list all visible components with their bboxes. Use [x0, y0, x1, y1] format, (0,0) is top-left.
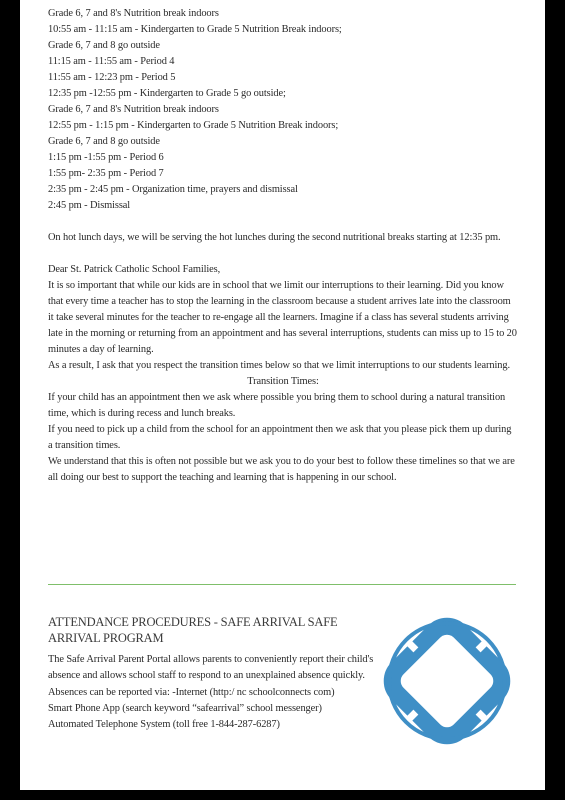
letter-paragraph: We understand that this is often not possible but we ask you to do your best to follow these timelines so that we are all doing our best to support the teaching and learning that is happening in our school.	[48, 456, 515, 483]
schedule-line: Grade 6, 7 and 8's Nutrition break indoors	[48, 104, 219, 115]
schedule-line: 11:55 am - 12:23 pm - Period 5	[48, 72, 176, 83]
schedule-line: Grade 6, 7 and 8 go outside	[48, 40, 160, 51]
letter-greeting: Dear St. Patrick Catholic School Families,	[48, 264, 221, 275]
schedule-line: Grade 6, 7 and 8 go outside	[48, 136, 160, 147]
schedule-line: 12:35 pm -12:55 pm - Kindergarten to Grade 5 go outside;	[48, 88, 286, 99]
schedule-line: 12:55 pm - 1:15 pm - Kindergarten to Grade 5 Nutrition Break indoors;	[48, 120, 339, 131]
attendance-title: ATTENDANCE PROCEDURES - SAFE ARRIVAL SAFE ARRIVAL PROGRAM	[48, 615, 338, 645]
schedule-line: Grade 6, 7 and 8's Nutrition break indoors	[48, 8, 219, 19]
safe-arrival-logo-graphic	[382, 616, 512, 746]
document-page	[20, 0, 545, 800]
left-edge	[0, 0, 20, 800]
attendance-body	[48, 652, 378, 733]
schedule-line: 10:55 am - 11:15 am - Kindergarten to Grade 5 Nutrition Break indoors;	[48, 24, 342, 35]
attendance-paragraph: Absences can be reported via: -Internet (http:/ nc schoolconnects com)	[48, 686, 335, 698]
attendance-paragraph: The Safe Arrival Parent Portal allows parents to conveniently report their child's absence and allows school staff to respond to an unexplained absence quickly.	[48, 654, 374, 682]
letter-paragraph: It is so important that while our kids are in school that we limit our interruptions to their learning. Did you know that every time a teacher has to stop the learning in the classroom because a student arrives late into the classroom it take several minutes for the teacher to re-engage all the learners. Imagine if a class has several students arriving late in the morning or returning from an appointment and has several interruptions, students can miss up to 15 to 20 minutes a day of learning.	[48, 280, 517, 355]
safe-arrival-logo-icon	[382, 616, 512, 746]
letter-paragraph: As a result, I ask that you respect the transition times below so that we limit interruptions to our students learning.	[48, 360, 510, 371]
right-edge	[545, 0, 565, 800]
schedule-list	[48, 6, 518, 214]
hot-lunch-note: On hot lunch days, we will be serving the hot lunches during the second nutritional breaks starting at 12:35 pm.	[48, 232, 501, 243]
schedule-line: 11:15 am - 11:55 am - Period 4	[48, 56, 175, 67]
principal-letter	[48, 262, 518, 486]
section-divider	[48, 584, 516, 585]
schedule-line: 1:55 pm- 2:35 pm - Period 7	[48, 168, 164, 179]
schedule-line: 2:45 pm - Dismissal	[48, 200, 131, 211]
attendance-paragraph: Smart Phone App (search keyword “safearrival” school messenger)	[48, 702, 322, 714]
schedule-line: 1:15 pm -1:55 pm - Period 6	[48, 152, 164, 163]
schedule-line: 2:35 pm - 2:45 pm - Organization time, prayers and dismissal	[48, 184, 298, 195]
letter-paragraph: If your child has an appointment then we ask where possible you bring them to school during a natural transition time, which is during recess and lunch breaks.	[48, 392, 506, 419]
newsletter-body	[48, 0, 518, 486]
letter-paragraph: If you need to pick up a child from the school for an appointment then we ask that you please pick them up during a transition times.	[48, 424, 512, 451]
transition-times-heading: Transition Times:	[247, 376, 319, 387]
attendance-paragraph: Automated Telephone System (toll free 1-844-287-6287)	[48, 719, 280, 731]
bottom-edge	[0, 790, 565, 800]
